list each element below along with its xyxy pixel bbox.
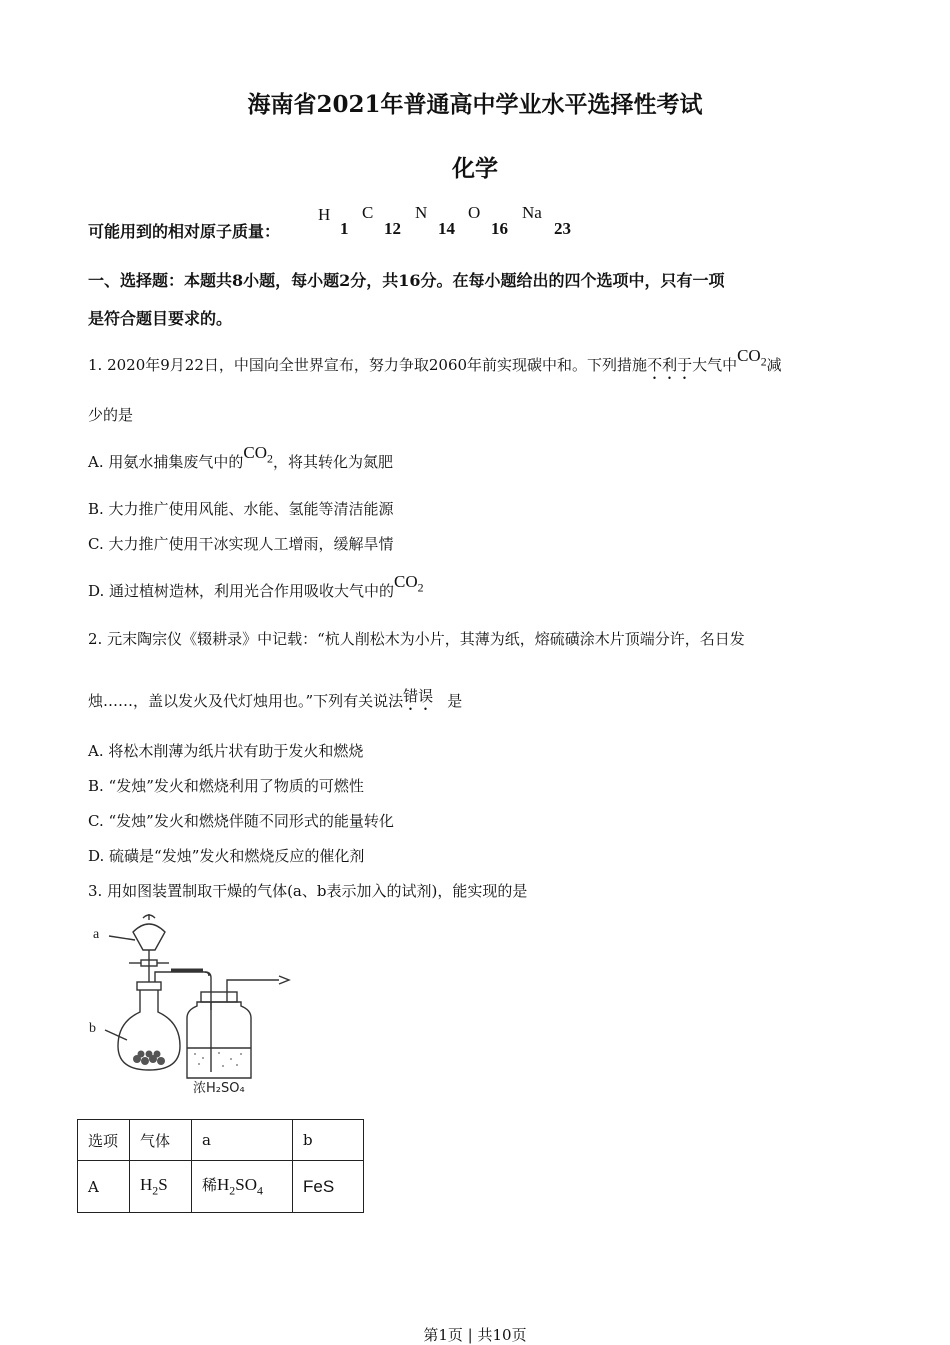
option-cell: A [78,1161,130,1213]
header-cell: b [293,1120,364,1161]
mass-value: 1 [340,219,349,238]
section-heading-line1: 一、选择题：本题共8小题，每小题2分，共16分。在每小题给出的四个选项中，只有一项 [88,271,725,290]
q1-option-b: B. 大力推广使用风能、水能、氢能等清洁能源 [88,500,394,518]
q1-stem-line2: 少的是 [88,406,134,424]
mass-element: N [415,203,428,222]
label-b: b [89,1021,96,1036]
q2-option-b: B. “发烛”发火和燃烧利用了物质的可燃性 [88,777,364,795]
q2-option-a: A. 将松木削薄为纸片状有助于发火和燃烧 [88,742,364,760]
header-cell: a [192,1120,293,1161]
page-title: 海南省2021年普通高中学业水平选择性考试 [247,91,703,118]
mass-element: H [318,205,331,224]
page-footer: 第1页 | 共10页 [423,1326,527,1344]
q1-option-a: A. 用氨水捕集废气中的$CO_2$，将其转化为氮肥 [88,443,393,471]
table-row [78,1161,364,1213]
q3-option-table [77,1119,364,1213]
mass-element: O [468,203,481,222]
mass-element: Na [522,203,542,222]
co2-formula: $CO_2$ [243,443,273,466]
header-cell: 气体 [130,1120,192,1161]
mass-value: 14 [438,219,455,238]
label-conc-acid: 浓H₂SO₄ [193,1081,245,1096]
atomic-mass-label: 可能用到的相对原子质量： [88,222,281,241]
section-heading-line2: 是符合题目要求的。 [88,309,233,328]
q1-stem-text: 1. 2020年9月22日，中国向全世界宣布，努力争取2060年前实现碳中和。下列措施 [88,356,648,374]
gas-apparatus-diagram [85,912,305,1102]
reagent-b-cell: FeS [293,1161,364,1213]
q2-stem-line2: 烛……，盖以发火及代灯烛用也。”下列有关说法错误 是 [88,687,463,710]
table-header-row [78,1120,364,1161]
q2-emphasis: 错误 [403,687,434,705]
q1-stem-text-2: 大气中 [692,356,738,374]
co2-formula: $CO_2$ [394,572,424,595]
mass-element: C [362,203,374,222]
co2-formula: $CO_2$ [737,346,767,369]
q1-stem [88,346,782,383]
subject-title: 化学 [452,155,498,182]
gas-cell: $H_2S$ [130,1161,192,1213]
q3-stem: 3. 用如图装置制取干燥的气体(a、b表示加入的试剂)，能实现的是 [88,882,528,900]
mass-value: 23 [554,219,571,238]
q1-emphasis: 不利于 [647,356,693,374]
q1-option-c: C. 大力推广使用干冰实现人工增雨，缓解旱情 [88,535,394,553]
q2-option-d: D. 硫磺是“发烛”发火和燃烧反应的催化剂 [88,847,365,865]
q1-option-d: D. 通过植树造林，利用光合作用吸收大气中的$CO_2$ [88,572,424,600]
reagent-a-cell: 稀$H_2SO_4$ [192,1161,293,1213]
label-a: a [93,927,100,942]
mass-value: 16 [491,219,508,238]
q2-stem-line1: 2. 元末陶宗仪《辍耕录》中记载：“杭人削松木为小片，其薄为纸，熔硫磺涂木片顶端分许，名日发 [88,630,745,648]
mass-value: 12 [384,219,401,238]
q2-option-c: C. “发烛”发火和燃烧伴随不同形式的能量转化 [88,812,394,830]
q1-stem-text-3: 减 [766,356,782,374]
header-cell: 选项 [78,1120,130,1161]
